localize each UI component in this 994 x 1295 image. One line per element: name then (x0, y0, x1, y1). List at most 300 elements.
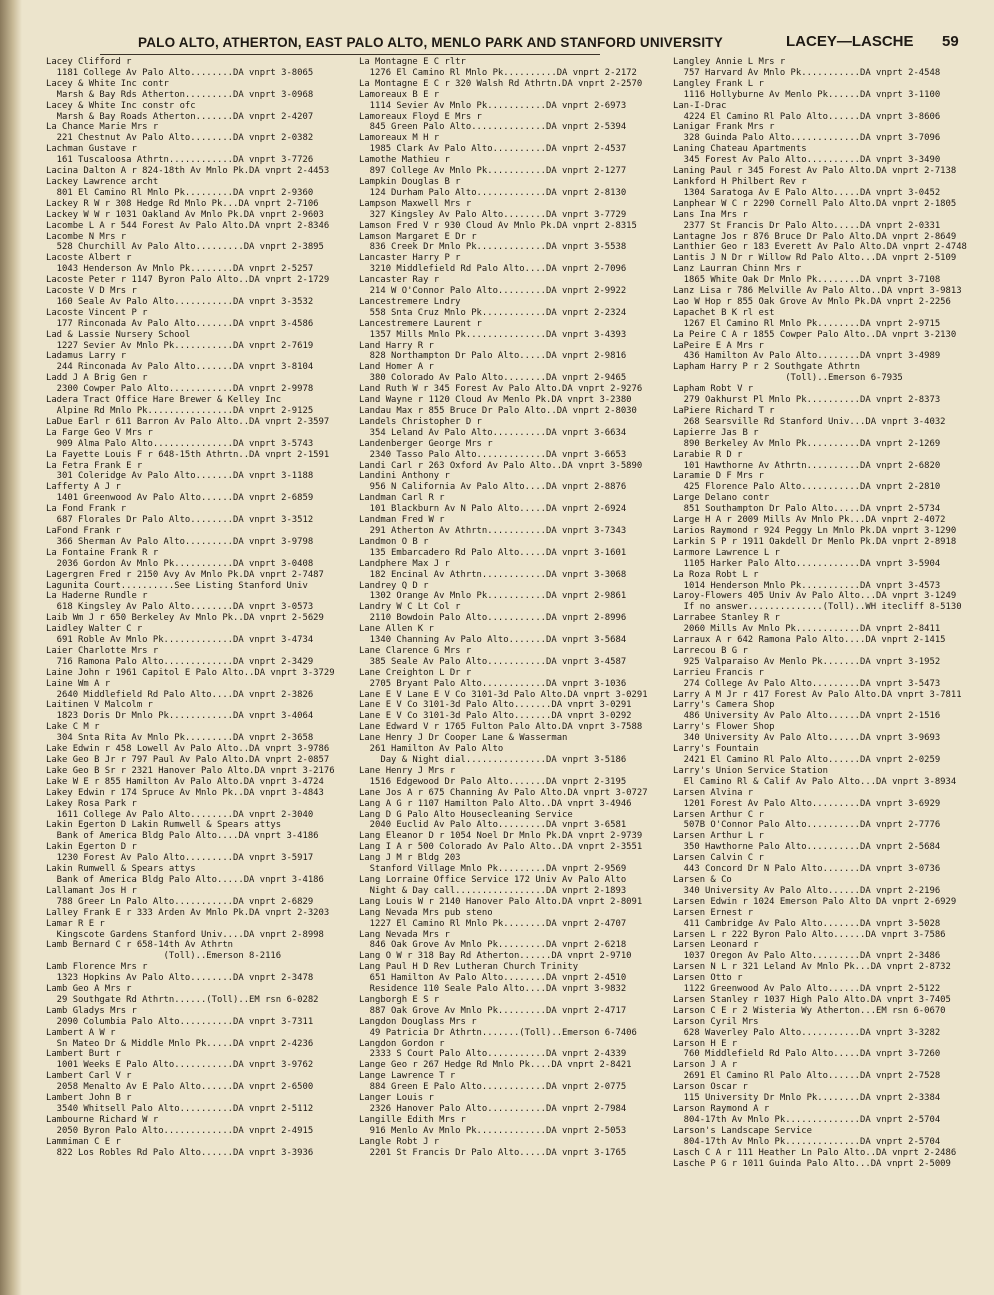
listing-line: 2050 Byron Palo Alto.............DA vnprt 2-4915 (46, 1125, 314, 1136)
listing-line: Lane Henry J Mrs r (359, 765, 456, 776)
listing-line: 101 Hawthorne Av Athrtn..........DA vnprt 2-6820 (673, 460, 941, 471)
listing-column-3 (673, 57, 991, 1289)
listing-line: Lacey & White Inc constr ofc (46, 100, 196, 111)
listing-line: Langley Annie L Mrs r (673, 57, 786, 67)
listing-line: 327 Kingsley Av Palo Alto........DA vnprt 3-7729 (359, 209, 627, 220)
listing-line: 2421 El Camino Rl Palo Alto......DA vnprt 2-0259 (673, 755, 941, 765)
listing-line: Lange Lawrence T r (359, 1071, 456, 1082)
listing-line: 2333 S Court Palo Alto...........DA vnprt 2-4339 (359, 1049, 627, 1060)
listing-line: 788 Greer Ln Palo Alto...........DA vnprt 2-6829 (46, 896, 314, 907)
listing-line: 385 Seale Av Palo Alto...........DA vnprt 3-4587 (359, 656, 627, 667)
listing-line: Lancaster Ray r (359, 275, 440, 286)
listing-line: Bank of America Bldg Palo Alto.....DA vnprt 3-4186 (46, 874, 324, 885)
listing-line: Larry A M Jr r 417 Forest Av Palo Alto.DA vnprt 3-7811 (673, 689, 962, 700)
listing-line: La Fayette Louis F r 648-15th Athrtn..DA vnprt 2-1591 (46, 449, 330, 460)
listing-line: 274 College Av Palo Alto.........DA vnprt 3-5473 (673, 678, 941, 689)
listing-line: Larmore Lawrence L r (673, 547, 780, 558)
listing-line: Lakin Egerton D Lakin Rumwell & Spears attys (46, 820, 282, 831)
listing-line: Ladamus Larry r (46, 351, 127, 362)
listing-line: 340 University Av Palo Alto......DA vnprt 3-9693 (673, 733, 941, 744)
listing-line: Larsen Alvina r (673, 787, 754, 798)
listing-line: Lammiman C E r (46, 1136, 121, 1147)
listing-line: Laning Paul r 345 Forest Av Palo Alto.DA vnprt 2-7138 (673, 166, 957, 177)
listing-line: 687 Florales Dr Palo Alto........DA vnprt 3-3512 (46, 515, 314, 526)
listing-line: Landman Fred W r (359, 515, 445, 526)
listing-line: Larrieu Francis r (673, 667, 764, 678)
listing-line: Lalley Frank E r 333 Arden Av Mnlo Pk.DA vnprt 2-3203 (46, 907, 330, 918)
listing-line: Landphere Max J r (359, 558, 450, 569)
listing-line: LaPeire E A Mrs r (673, 340, 764, 351)
listing-line: 1181 College Av Palo Alto........DA vnprt 3-8065 (46, 67, 314, 78)
listing-line: 2040 Euclid Av Palo Alto.........DA vnprt 3-6581 (359, 820, 627, 831)
listing-line: 340 University Av Palo Alto......DA vnprt 2-2196 (673, 885, 941, 896)
listing-line: Lanigar Frank Mrs r (673, 122, 775, 133)
listing-line: 2705 Bryant Palo Alto............DA vnprt 3-1036 (359, 678, 627, 689)
listing-line: 1037 Oregon Av Palo Alto.........DA vnprt 2-3486 (673, 951, 941, 962)
listing-line: 221 Chestnut Av Palo Alto........DA vnprt 2-0382 (46, 133, 314, 144)
listing-line: 1001 Weeks E Palo Alto...........DA vnprt 3-9762 (46, 1060, 314, 1071)
listing-line: La Fetra Frank E r (46, 460, 143, 471)
listing-line: Landry W C Lt Col r (359, 602, 461, 613)
listing-line: 304 Snta Rita Av Mnlo Pk.........DA vnprt 2-3658 (46, 733, 314, 744)
listing-line: Lancestremere Lndry (359, 296, 461, 307)
listing-line: Bank of America Bldg Palo Alto....DA vnprt 3-4186 (46, 831, 319, 842)
listing-line: 135 Embarcadero Rd Palo Alto.....DA vnprt 3-1601 (359, 547, 627, 558)
listing-line: Lad & Lassie Nursery School (46, 329, 191, 340)
listing-line: Larson H E r (673, 1038, 738, 1049)
listing-line: 411 Cambridge Av Palo Alto.......DA vnprt 3-5028 (673, 918, 941, 929)
listing-line: Lang Paul H D Rev Lutheran Church Trinity (359, 962, 579, 973)
listing-line: Lankford H Philbert Rev r (673, 176, 807, 187)
listing-line: 716 Ramona Palo Alto.............DA vnprt 2-3429 (46, 656, 314, 667)
listing-line: Lapham Robt V r (673, 384, 754, 395)
listing-line: 2377 St Francis Dr Palo Alto.....DA vnprt 2-0331 (673, 220, 941, 231)
listing-line: 691 Roble Av Mnlo Pk.............DA vnprt 3-4734 (46, 635, 314, 646)
listing-line: Larsen N L r 321 Leland Av Mnlo Pk...DA vnprt 2-8732 (673, 962, 951, 973)
listing-line: 1302 Orange Av Mnlo Pk...........DA vnprt 2-9861 (359, 591, 627, 602)
listing-line: Lacey Clifford r (46, 57, 132, 67)
listing-line: 2691 El Camino Rl Palo Alto......DA vnprt 2-7528 (673, 1071, 941, 1082)
listing-line: Larry's Union Service Station (673, 765, 828, 776)
listing-line: Lakin Rumwell & Spears attys (46, 864, 196, 875)
listing-line: Lafferty A J r (46, 482, 121, 493)
listing-line: 1323 Hopkins Av Palo Alto........DA vnprt 2-3478 (46, 973, 314, 984)
listing-line: Lanphear W C r 2290 Cornell Palo Alto.DA vnprt 2-1805 (673, 198, 957, 209)
listing-line: Laidley Walter C r (46, 624, 143, 635)
listing-line: Lane Jos A r 675 Channing Av Palo Alto.DA vnprt 3-0727 (359, 787, 648, 798)
listing-line: Larabie R D r (673, 449, 743, 460)
listing-line: 49 Patricia Dr Athrtn.......(Toll)..Emerson 6-7406 (359, 1027, 637, 1038)
listing-line: 291 Atherton Av Athrtn...........DA vnprt 3-7343 (359, 525, 627, 536)
listing-line: Marsh & Bay Rds Atherton.........DA vnprt 3-0968 (46, 89, 314, 100)
listing-line: La Fontaine Frank R r (46, 547, 159, 558)
listing-line: Land Ruth W r 345 Forest Av Palo Alto.DA vnprt 2-9276 (359, 384, 643, 395)
listing-line: 486 University Av Palo Alto......DA vnprt 2-1516 (673, 711, 941, 722)
page-gutter (0, 0, 22, 1295)
listing-line: Ladera Tract Office Hare Brewer & Kelley Inc (46, 395, 282, 406)
listing-line: Landmon O B r (359, 536, 429, 547)
listing-line: Lanz Laurran Chinn Mrs r (673, 264, 802, 275)
listing-line: 851 Southampton Dr Palo Alto.....DA vnprt 2-5734 (673, 504, 941, 515)
listing-line: Residence 110 Seale Palo Alto....DA vnprt 3-9832 (359, 984, 627, 995)
page-number: 59 (942, 33, 959, 50)
listing-line: 801 El Camino Rl Mnlo Pk.........DA vnprt 2-9360 (46, 187, 314, 198)
listing-line: 909 Alma Palo Alto...............DA vnprt 3-5743 (46, 438, 314, 449)
listing-line: 836 Creek Dr Mnlo Pk.............DA vnprt 3-5538 (359, 242, 627, 253)
listing-line: Larsen Arthur C r (673, 809, 764, 820)
listing-line: Ladd J A Brig Gen r (46, 373, 148, 384)
listing-line: Lambert Carl V r (46, 1071, 132, 1082)
listing-line: Lamb Florence Mrs r (46, 962, 148, 973)
listing-line: 1823 Doris Dr Mnlo Pk............DA vnprt 3-4064 (46, 711, 314, 722)
listing-line: 261 Hamilton Av Palo Alto (359, 744, 504, 755)
listing-line: 160 Seale Av Palo Alto...........DA vnprt 3-3532 (46, 296, 314, 307)
listing-line: Larson J A r (673, 1060, 738, 1071)
listing-line: 916 Menlo Av Mnlo Pk.............DA vnprt 2-5053 (359, 1125, 627, 1136)
listing-line: Lao W Hop r 855 Oak Grove Av Mnlo Pk.DA vnprt 2-2256 (673, 296, 951, 307)
listing-line: Kingscote Gardens Stanford Univ....DA vnprt 2-8998 (46, 929, 324, 940)
listing-line: La Montagne E C rltr (359, 57, 466, 67)
listing-line: Lakey Edwin r 174 Spruce Av Mnlo Pk..DA vnprt 3-4843 (46, 787, 324, 798)
listing-line: Lakin Egerton D r (46, 842, 137, 853)
listing-line: 1985 Clark Av Palo Alto..........DA vnprt 2-4537 (359, 144, 627, 155)
listing-line: Lamar R E r (46, 918, 105, 929)
listing-line: Lacina Dalton A r 824-18th Av Mnlo Pk.DA vnprt 2-4453 (46, 166, 330, 177)
listing-line: Laning Chateau Apartments (673, 144, 807, 155)
listing-line: Lacombe L A r 544 Forest Av Palo Alto.DA vnprt 2-8346 (46, 220, 330, 231)
listing-line: LaPiere Richard T r (673, 406, 775, 416)
listing-line: Larsen Ernest r (673, 907, 754, 918)
listing-line: El Camino Rl & Calif Av Palo Alto...DA vnprt 3-8934 (673, 776, 957, 787)
listing-line: 1227 Sevier Av Mnlo Pk...........DA vnprt 2-7619 (46, 340, 314, 351)
listing-line: 1276 El Camino Rl Mnlo Pk..........DA vnprt 2-2172 (359, 67, 637, 78)
listing-line: 1122 Greenwood Av Palo Alto......DA vnprt 2-5122 (673, 984, 941, 995)
listing-line: 1611 College Av Palo Alto........DA vnprt 2-3040 (46, 809, 314, 820)
listing-line: Lacoste Albert r (46, 253, 132, 264)
listing-line: 828 Northampton Dr Palo Alto.....DA vnprt 2-9816 (359, 351, 627, 362)
listing-line: If no answer..............(Toll)..WH itecliff 8-5130 (673, 602, 962, 613)
listing-line: Lancaster Harry P r (359, 253, 461, 264)
listing-line: Larson C E r 2 Wisteria Wy Atherton...EM rsn 6-0670 (673, 1005, 946, 1016)
listing-line: 925 Valparaiso Av Menlo Pk.......DA vnprt 3-1952 (673, 656, 941, 667)
listing-line: 507B O'Connor Palo Alto..........DA vnprt 2-7776 (673, 820, 941, 831)
listing-line: Lachman Gustave r (46, 144, 137, 155)
listing-line: Lang Eleanor D r 1054 Noel Dr Mnlo Pk.DA vnprt 2-9739 (359, 831, 643, 842)
listing-line: Landrey Q D r (359, 580, 429, 591)
listing-line: 1340 Channing Av Palo Alto.......DA vnprt 3-5684 (359, 635, 627, 646)
listing-line: Lampson Maxwell Mrs r (359, 198, 472, 209)
listing-line: 1304 Saratoga Av E Palo Alto.....DA vnprt 3-0452 (673, 187, 941, 198)
listing-line: Larsen Arthur L r (673, 831, 764, 842)
listing-line: Langle Robt J r (359, 1136, 440, 1147)
listing-line: 244 Rinconada Av Palo Alto.......DA vnprt 3-8104 (46, 362, 314, 373)
listing-line: 301 Coleridge Av Palo Alto.......DA vnprt 3-1188 (46, 471, 314, 482)
listing-line: Lacey & White Inc contr (46, 78, 169, 89)
listing-line: Lake W E r 855 Hamilton Av Palo Alto.DA vnprt 3-4724 (46, 776, 324, 787)
listing-line: Langille Edith Mrs r (359, 1114, 466, 1125)
listing-line: Lapham Harry P r 2 Southgate Athrtn (673, 362, 861, 373)
listing-line: Lamoreaux B E r (359, 89, 440, 100)
listing-line: 757 Harvard Av Mnlo Pk...........DA vnprt 2-4548 (673, 67, 941, 78)
listing-line: Lackey W W r 1031 Oakland Av Mnlo Pk.DA vnprt 2-9603 (46, 209, 324, 220)
listing-line: 350 Hawthorne Palo Alto..........DA vnprt 2-5684 (673, 842, 941, 853)
listing-line: 618 Kingsley Av Palo Alto........DA vnprt 3-0573 (46, 602, 314, 613)
listing-line: 1201 Forest Av Palo Alto.........DA vnprt 3-6929 (673, 798, 941, 809)
listing-line: Stanford Village Mnlo Pk.........DA vnprt 2-9569 (359, 864, 627, 875)
listing-line: Land Harry R r (359, 340, 434, 351)
listing-line: Lamb Geo A Mrs r (46, 984, 132, 995)
listing-line: Larry's Flower Shop (673, 722, 775, 733)
listing-line: 366 Sherman Av Palo Alto.........DA vnprt 3-9798 (46, 536, 314, 547)
listing-line: 1516 Edgewood Dr Palo Alto.......DA vnprt 2-3195 (359, 776, 627, 787)
listing-line: Laier Charlotte Mrs r (46, 645, 159, 656)
listing-line: Larios Raymond r 924 Peggy Ln Mnlo Pk.DA vnprt 3-1290 (673, 525, 957, 536)
listing-line: Lackey Lawrence archt (46, 176, 159, 187)
listing-line: Lang I A r 500 Colorado Av Palo Alto..DA vnprt 2-3551 (359, 842, 643, 853)
listing-line: Lackey R W r 308 Hedge Rd Mnlo Pk...DA vnprt 2-7106 (46, 198, 319, 209)
listing-column-1 (46, 57, 364, 1289)
listing-line: Lang Nevada Mrs r (359, 929, 450, 940)
listing-line: 2640 Middlefield Rd Palo Alto....DA vnprt 2-3826 (46, 689, 314, 700)
listing-line: 2060 Mills Av Mnlo Pk............DA vnprt 2-8411 (673, 624, 941, 635)
listing-line: Lamb Gladys Mrs r (46, 1005, 137, 1016)
listing-line: Larry's Camera Shop (673, 700, 775, 711)
listing-line: 897 College Av Mnlo Pk...........DA vnprt 2-1277 (359, 166, 627, 177)
listing-line: Larson Oscar r (673, 1082, 748, 1093)
listing-line: 2058 Menalto Av E Palo Alto......DA vnprt 2-6500 (46, 1082, 314, 1093)
listing-line: Larson Raymond A r (673, 1104, 770, 1114)
listing-line: Lang D G Palo Alto Housecleaning Service (359, 809, 573, 820)
listing-line: Land Wayne r 1120 Cloud Av Menlo Pk.DA vnprt 3-2380 (359, 395, 632, 406)
listing-line: Larsen L r 222 Byron Palo Alto......DA vnprt 3-7586 (673, 929, 946, 940)
listing-line: 279 Oakhurst Pl Mnlo Pk..........DA vnprt 2-8373 (673, 395, 941, 406)
listing-line: Laroy-Flowers 405 Univ Av Palo Alto...DA vnprt 3-1249 (673, 591, 957, 602)
listing-line: LaDue Earl r 611 Barron Av Palo Alto..DA vnprt 2-3597 (46, 416, 330, 427)
listing-line: Lanz Lisa r 786 Melville Av Palo Alto..DA vnprt 3-9813 (673, 286, 962, 297)
listing-line: 1105 Harker Palo Alto............DA vnprt 3-5904 (673, 558, 941, 569)
listing-line: 161 Tuscaloosa Athrtn............DA vnprt 3-7726 (46, 155, 314, 166)
listing-line: 760 Middlefield Rd Palo Alto.....DA vnprt 3-7260 (673, 1049, 941, 1060)
listing-line: Lane E V Co 3101-3d Palo Alto.......DA vnprt 3-0291 (359, 700, 632, 711)
listing-line: 2201 St Francis Dr Palo Alto.....DA vnprt 3-1765 (359, 1147, 627, 1158)
listing-line: Landenberger George Mrs r (359, 438, 493, 449)
listing-line: Lagunita Court..........See Listing Stanford Univ (46, 580, 308, 591)
listing-line: (Toll)..Emerson 8-2116 (46, 951, 282, 962)
listing-line: Larsen Stanley r 1037 High Palo Alto.DA vnprt 3-7405 (673, 994, 951, 1005)
listing-line: 425 Florence Palo Alto...........DA vnprt 2-2810 (673, 482, 941, 493)
listing-line: Lacoste Peter r 1147 Byron Palo Alto..DA vnprt 2-1729 (46, 275, 330, 286)
listing-line: 268 Searsville Rd Stanford Univ...DA vnprt 3-4032 (673, 416, 946, 427)
listing-line: (Toll)..Emerson 6-7935 (673, 373, 903, 384)
listing-line: Landau Max r 855 Bruce Dr Palo Alto..DA vnprt 2-8030 (359, 406, 637, 416)
listing-line: 804-17th Av Mnlo Pk..............DA vnprt 2-5704 (673, 1136, 941, 1147)
page-name-range: LACEY—LASCHE (786, 33, 914, 50)
listing-line: Lamoreaux Floyd E Mrs r (359, 111, 482, 122)
listing-line: 1114 Sevier Av Mnlo Pk...........DA vnprt 2-6973 (359, 100, 627, 111)
listing-line: 558 Snta Cruz Mnlo Pk............DA vnprt 2-2324 (359, 307, 627, 318)
listing-line: Lambourne Richard W r (46, 1114, 159, 1125)
listing-line: 887 Oak Grove Av Mnlo Pk.........DA vnprt 2-4717 (359, 1005, 627, 1016)
listing-line: 124 Durham Palo Alto.............DA vnprt 2-8130 (359, 187, 627, 198)
listing-line: Marsh & Bay Roads Atherton.......DA vnprt 2-4207 (46, 111, 314, 122)
listing-line: 845 Green Palo Alto..............DA vnprt 2-5394 (359, 122, 627, 133)
listing-line: La Fond Frank r (46, 504, 127, 515)
listing-line: Laine John r 1961 Capitol E Palo Alto..DA vnprt 3-3729 (46, 667, 335, 678)
listing-line: 182 Encinal Av Athrtn............DA vnprt 3-3068 (359, 569, 627, 580)
listing-line: 2036 Gordon Av Mnlo Pk...........DA vnprt 3-0408 (46, 558, 314, 569)
listing-line: La Montagne E C r 320 Walsh Rd Athrtn.DA vnprt 2-2570 (359, 78, 643, 89)
listing-line: Laib Wm J r 650 Berkeley Av Mnlo Pk..DA vnprt 2-5629 (46, 613, 324, 624)
listing-line: Larson's Landscape Service (673, 1125, 812, 1136)
listing-line: Lacombe N Mrs r (46, 231, 127, 242)
listing-line: Day & Night dial...............DA vnprt 3-5186 (359, 755, 627, 765)
listing-line: 354 Leland Av Palo Alto..........DA vnprt 3-6634 (359, 427, 627, 438)
listing-line: Larraux A r 642 Ramona Palo Alto....DA vnprt 2-1415 (673, 635, 946, 646)
listing-line: Landi Carl r 263 Oxford Av Palo Alto..DA vnprt 3-5890 (359, 460, 643, 471)
listing-line: Lacoste V D Mrs r (46, 286, 137, 297)
listing-line: La Roza Robt L r (673, 569, 759, 580)
listing-line: Lantis J N Dr r Willow Rd Palo Alto...DA vnprt 2-5109 (673, 253, 957, 264)
listing-line: Laitinen V Malcolm r (46, 700, 153, 711)
listing-line: Laramie D F Mrs r (673, 471, 764, 482)
listing-line: Lanthier Geo r 183 Everett Av Palo Alto.DA vnprt 2-4748 (673, 242, 967, 253)
listing-line: 956 N California Av Palo Alto....DA vnprt 2-8876 (359, 482, 627, 493)
listing-line: Larson Cyril Mrs (673, 1016, 759, 1027)
listing-line: Lake Geo B Jr r 797 Paul Av Palo Alto.DA vnprt 2-0857 (46, 755, 330, 765)
listing-line: 1116 Hollyburne Av Menlo Pk......DA vnprt 3-1100 (673, 89, 941, 100)
listing-line: Lamson Margaret E Dr r (359, 231, 477, 242)
listing-line: 328 Guinda Palo Alto.............DA vnprt 3-7096 (673, 133, 941, 144)
listing-line: LaFond Frank r (46, 525, 121, 536)
listing-line: 822 Los Robles Rd Palo Alto......DA vnprt 3-3936 (46, 1147, 314, 1158)
listing-line: 380 Colorado Av Palo Alto........DA vnprt 2-9465 (359, 373, 627, 384)
listing-line: 651 Hamilton Av Palo Alto........DA vnprt 2-4510 (359, 973, 627, 984)
listing-line: Landman Carl R r (359, 493, 445, 504)
listing-line: Lallamant Jos H r (46, 885, 137, 896)
listing-line: Lasch C A r 111 Heather Ln Palo Alto..DA vnprt 2-2486 (673, 1147, 957, 1158)
listing-line: Lang Nevada Mrs pub steno (359, 907, 493, 918)
listing-line: La Haderne Rundle r (46, 591, 148, 602)
listing-column-2 (359, 57, 677, 1289)
listing-line: 345 Forest Av Palo Alto..........DA vnprt 3-3490 (673, 155, 941, 166)
listing-line: Larsen Edwin r 1024 Emerson Palo Alto DA vnprt 2-6929 (673, 896, 957, 907)
listing-line: Landels Christopher D r (359, 416, 482, 427)
listing-line: 3210 Middlefield Rd Palo Alto....DA vnprt 2-7096 (359, 264, 627, 275)
listing-line: Larry's Fountain (673, 744, 759, 755)
listing-line: Lamson Fred V r 930 Cloud Av Mnlo Pk.DA vnprt 2-8315 (359, 220, 637, 231)
listing-line: Lang Lorraine Office Service 172 Univ Av Palo Alto (359, 874, 627, 885)
listing-line: Alpine Rd Mnlo Pk................DA vnprt 2-9125 (46, 406, 314, 416)
listing-line: 1357 Mills Mnlo Pk...............DA vnprt 3-4393 (359, 329, 627, 340)
listing-line: Night & Day call.................DA vnprt 2-1893 (359, 885, 627, 896)
listing-line: 890 Berkeley Av Mnlo Pk..........DA vnprt 2-1269 (673, 438, 941, 449)
listing-line: Lambert John B r (46, 1093, 132, 1104)
listing-line: Lamothe Mathieu r (359, 155, 450, 166)
listing-line: Lang O W r 318 Bay Rd Atherton......DA vnprt 2-9710 (359, 951, 632, 962)
listing-line: 214 W O'Connor Palo Alto.........DA vnprt 2-9922 (359, 286, 627, 297)
listing-line: Lan-I-Drac (673, 100, 727, 111)
listing-line: Lane Henry J Dr Cooper Lane & Wasserman (359, 733, 568, 744)
listing-line: Lasche P G r 1011 Guinda Palo Alto...DA vnprt 2-5009 (673, 1158, 951, 1169)
listing-line: Larsen & Co (673, 874, 732, 885)
listing-line: Sn Mateo Dr & Middle Mnlo Pk.....DA vnprt 2-4236 (46, 1038, 314, 1049)
listing-line: 804-17th Av Mnlo Pk..............DA vnprt 2-5704 (673, 1114, 941, 1125)
listing-line: 1230 Forest Av Palo Alto.........DA vnprt 3-5917 (46, 853, 314, 864)
listing-line: 115 University Dr Mnlo Pk........DA vnprt 2-3384 (673, 1093, 941, 1104)
listing-line: 443 Concord Dr N Palo Alto.......DA vnprt 3-0736 (673, 864, 941, 875)
listing-line: 2300 Cowper Palo Alto............DA vnprt 2-9978 (46, 384, 314, 395)
listing-line: Lapachet B K rl est (673, 307, 775, 318)
listing-line: Larrecou B G r (673, 645, 748, 656)
listing-line: Larrabee Stanley R r (673, 613, 780, 624)
listing-line: 1865 White Oak Dr Mnlo Pk........DA vnprt 3-7108 (673, 275, 941, 286)
listing-line: Lange Geo r 267 Hedge Rd Mnlo Pk....DA vnprt 2-8421 (359, 1060, 632, 1071)
listing-line: Langdon Douglass Mrs r (359, 1016, 477, 1027)
page-header (42, 33, 974, 55)
listing-line: Lake Geo B Sr r 2321 Hanover Palo Alto.DA vnprt 3-2176 (46, 765, 335, 776)
listing-line: 2110 Bowdoin Palo Alto...........DA vnprt 2-8996 (359, 613, 627, 624)
listing-line: Land Homer A r (359, 362, 434, 373)
listing-line: Lang Louis W r 2140 Hanover Palo Alto.DA vnprt 2-8091 (359, 896, 643, 907)
listing-line: 884 Green E Palo Alto............DA vnprt 2-0775 (359, 1082, 627, 1093)
listing-line: 1043 Henderson Av Mnlo Pk........DA vnprt 2-5257 (46, 264, 314, 275)
listing-line: 1227 El Camino Rl Mnlo Pk........DA vnprt 2-4707 (359, 918, 627, 929)
listing-line: Landini Anthony r (359, 471, 450, 482)
listing-line: Lamoreaux M H r (359, 133, 440, 144)
listing-line: Laine Wm A r (46, 678, 111, 689)
listing-line: Lacoste Vincent P r (46, 307, 148, 318)
listing-line: Langdon Gordon r (359, 1038, 445, 1049)
listing-line: 1267 El Camino Rl Mnlo Pk........DA vnprt 2-9715 (673, 318, 941, 329)
listing-line: Lane E V Co 3101-3d Palo Alto.......DA vnprt 3-0292 (359, 711, 632, 722)
listing-line: Lane Clarence G Mrs r (359, 645, 472, 656)
listing-line: Lancestremere Laurent r (359, 318, 482, 329)
listing-line: 1401 Greenwood Av Palo Alto......DA vnprt 2-6859 (46, 493, 314, 504)
listing-line: Large H A r 2009 Mills Av Mnlo Pk...DA vnprt 2-4072 (673, 515, 946, 526)
listing-line: Lapierre Jas B r (673, 427, 759, 438)
listing-line: 628 Waverley Palo Alto...........DA vnprt 3-3282 (673, 1027, 941, 1038)
listing-line: Langborgh E S r (359, 994, 440, 1005)
listing-line: Lane Creighton L Dr r (359, 667, 472, 678)
listing-line: Lake Edwin r 458 Lowell Av Palo Alto..DA vnprt 3-9786 (46, 744, 330, 755)
listing-line: Lambert Burt r (46, 1049, 121, 1060)
listing-line: La Chance Marie Mrs r (46, 122, 159, 133)
listing-line: 528 Churchill Av Palo Alto.........DA vnprt 2-3895 (46, 242, 324, 253)
listing-line: Larkin S P r 1911 Oakdell Dr Menlo Pk.DA vnprt 2-8918 (673, 536, 957, 547)
listing-line: Langer Louis r (359, 1093, 434, 1104)
listing-line: Lantagne Jos r 876 Bruce Dr Palo Alto.DA vnprt 2-8649 (673, 231, 957, 242)
listing-line: Large Delano contr (673, 493, 770, 504)
listing-line: 29 Southgate Rd Athrtn......(Toll)..EM rsn 6-0282 (46, 994, 319, 1005)
listing-line: Lamb Bernard C r 658-14th Av Athrtn (46, 940, 234, 951)
listing-line: Lane Allen K r (359, 624, 434, 635)
header-rule (100, 54, 600, 55)
listing-line: Lane Edward V r 1765 Fulton Palo Alto.DA vnprt 3-7588 (359, 722, 643, 733)
listing-line: 436 Hamilton Av Palo Alto........DA vnprt 3-4989 (673, 351, 941, 362)
listing-line: Lampkin Douglas B r (359, 176, 461, 187)
listing-line: Lang J M r Bldg 203 (359, 853, 461, 864)
listing-line: Larsen Calvin C r (673, 853, 764, 864)
listing-line: Lagergren Fred r 2150 Avy Av Mnlo Pk.DA vnprt 2-7487 (46, 569, 324, 580)
listing-line: 846 Oak Grove Av Mnlo Pk.........DA vnprt 2-6218 (359, 940, 627, 951)
listing-line: 2340 Tasso Palo Alto.............DA vnprt 3-6653 (359, 449, 627, 460)
listing-line: Lang A G r 1107 Hamilton Palo Alto..DA vnprt 3-4946 (359, 798, 632, 809)
listing-line: Larsen Otto r (673, 973, 743, 984)
listing-line: 2090 Columbia Palo Alto..........DA vnprt 3-7311 (46, 1016, 314, 1027)
listing-line: 2326 Hanover Palo Alto...........DA vnprt 2-7984 (359, 1104, 627, 1114)
listing-line: Lake C M r (46, 722, 100, 733)
listing-line: 101 Blackburn Av N Palo Alto.....DA vnprt 2-6924 (359, 504, 627, 515)
